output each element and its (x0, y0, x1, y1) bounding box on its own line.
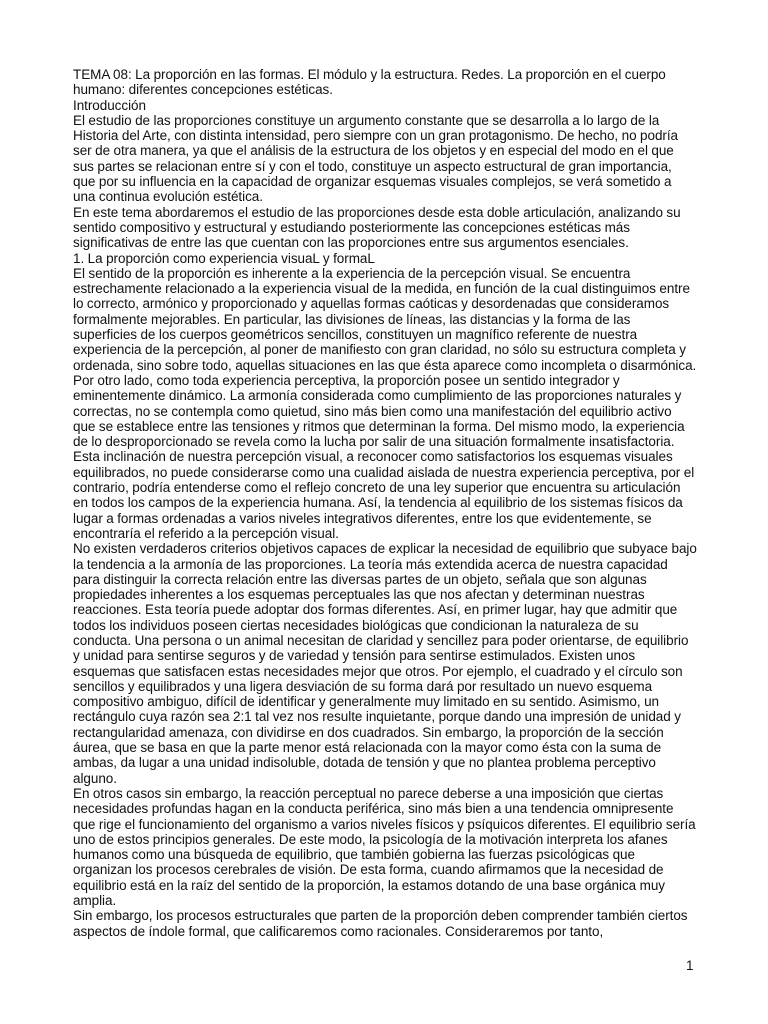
paragraph: Esta inclinación de nuestra percepción visual, a reconocer como satisfactorios los esquemas visuales equilibrados, no puede considerarse como una cualidad aislada de nuestra experiencia perceptiva, por el contrario, podría entenderse como el reflejo concreto de una ley superior que encuentra su articulación en todos los campos de la experiencia humana. Así, la tendencia al equilibrio de los sistemas físicos da lugar a formas ordenadas a varios niveles integrativos diferentes, entre los que evidentemente, se encontraría el referido a la percepción visual. (73, 449, 695, 541)
paragraph: En otros casos sin embargo, la reacción perceptual no parece deberse a una imposición que ciertas necesidades profundas hagan en la conducta periférica, sino más bien a una tendencia omnipresente que rige el funcionamiento del organismo a varios niveles físicos y psíquicos diferentes. El equilibrio sería uno de estos principios generales. De este modo, la psicología de la motivación interpreta los afanes humanos como una búsqueda de equilibrio, que también gobierna las fuerzas psicológicas que organizan los procesos cerebrales de visión. De esta forma, cuando afirmamos que la necesidad de equilibrio está en la raíz del sentido de la proporción, la estamos dotando de una base orgánica muy amplia. (73, 785, 696, 909)
paragraph: Por otro lado, como toda experiencia perceptiva, la proporción posee un sentido integrador y eminentemente dinámico. La armonía considerada como cumplimiento de las proporciones naturales y correctas, no se contempla como quietud, sino más bien como una manifestación del equilibrio activo que se establece entre las tensiones y ritmos que determinan la forma. Del mismo modo, la experiencia de lo desproporcionado se revela como la lucha por salir de una situación formalmente insatisfactoria. (73, 372, 685, 450)
document-title: TEMA 08: La proporción en las formas. El módulo y la estructura. Redes. La proporción en el cuerpo humano: diferentes concepciones estéticas. (73, 67, 666, 98)
paragraph: El sentido de la proporción es inherente a la experiencia de la percepción visual. Se encuentra estrechamente relacionado a la experiencia visual de la medida, en función de la cual distinguimos entre lo correcto, armónico y proporcionado y aquellas formas caóticas y desordenadas que consideramos formalmente mejorables. En particular, las divisiones de líneas, las distancias y la forma de las superficies de los cuerpos geométricos sencillos, constituyen un magnífico referente de nuestra experiencia de la percepción, al poner de manifiesto con gran claridad, no sólo su estructura completa y ordenada, sino sobre todo, aquellas situaciones en las que ésta aparece como incompleta o disarmónica. (73, 265, 697, 373)
paragraph: Sin embargo, los procesos estructurales que parten de la proporción deben comprender también ciertos aspectos de índole formal, que calificaremos como racionales. Consideraremos por tanto, (73, 908, 688, 939)
section-heading-1: 1. La proporción como experiencia visuaL y formaL (73, 250, 375, 266)
paragraph: El estudio de las proporciones constituye un argumento constante que se desarrolla a lo largo de la Historia del Arte, con distinta intensidad, pero siempre con un gran protagonismo. De hecho, no podría ser de otra manera, ya que el análisis de la estructura de los objetos y en especial del modo en el que sus partes se relacionan entre sí y con el todo, constituye un aspecto estructural de gran importancia, que por su influencia en la capacidad de organizar esquemas visuales complejos, se verá sometido a una continua evolución estética. (73, 112, 679, 205)
paragraph: En este tema abordaremos el estudio de las proporciones desde esta doble articulación, analizando su sentido compositivo y estructural y estudiando posteriormente las concepciones estéticas más significativas de entre las que cuentan con las proporciones entre sus argumentos esenciales. (73, 204, 681, 251)
paragraph: No existen verdaderos criterios objetivos capaces de explicar la necesidad de equilibrio que subyace bajo la tendencia a la armonía de las proporciones. La teoría más extendida acerca de nuestra capacidad para distinguir la correcta relación entre las diversas partes de un objeto, señala que son algunas propiedades inherentes a los esquemas perceptuales las que nos afectan y determinan nuestras reacciones. Esta teoría puede adoptar dos formas diferentes. Así, en primer lugar, hay que admitir que todos los individuos poseen ciertas necesidades biológicas que condicionan la naturaleza de su conducta. Una persona o un animal necesitan de claridad y sencillez para poder orientarse, de equilibrio y unidad para sentirse seguros y de variedad y tensión para sentirse estimulados. Existen unos esquemas que satisfacen estas necesidades mejor que otros. Por ejemplo, el cuadrado y el círculo son sencillos y equilibrados y una ligera desviación de su forma dará por resultado un nuevo esquema compositivo ambiguo, difícil de identificar y generalmente muy limitado en su sentido. Asimismo, un rectángulo cuya razón sea 2:1 tal vez nos resulte inquietante, porque dando una impresión de unidad y rectangularidad amenaza, con dividirse en dos cuadrados. Sin embargo, la proporción de la sección áurea, que se basa en que la parte menor está relacionada con la mayor como ésta con la suma de ambas, da lugar a una unidad indisoluble, dotada de tensión y que no plantea problema perceptivo alguno. (73, 541, 697, 786)
section-heading-introduction: Introducción (73, 97, 146, 113)
document-body (73, 67, 697, 939)
page-number: 1 (686, 958, 694, 973)
